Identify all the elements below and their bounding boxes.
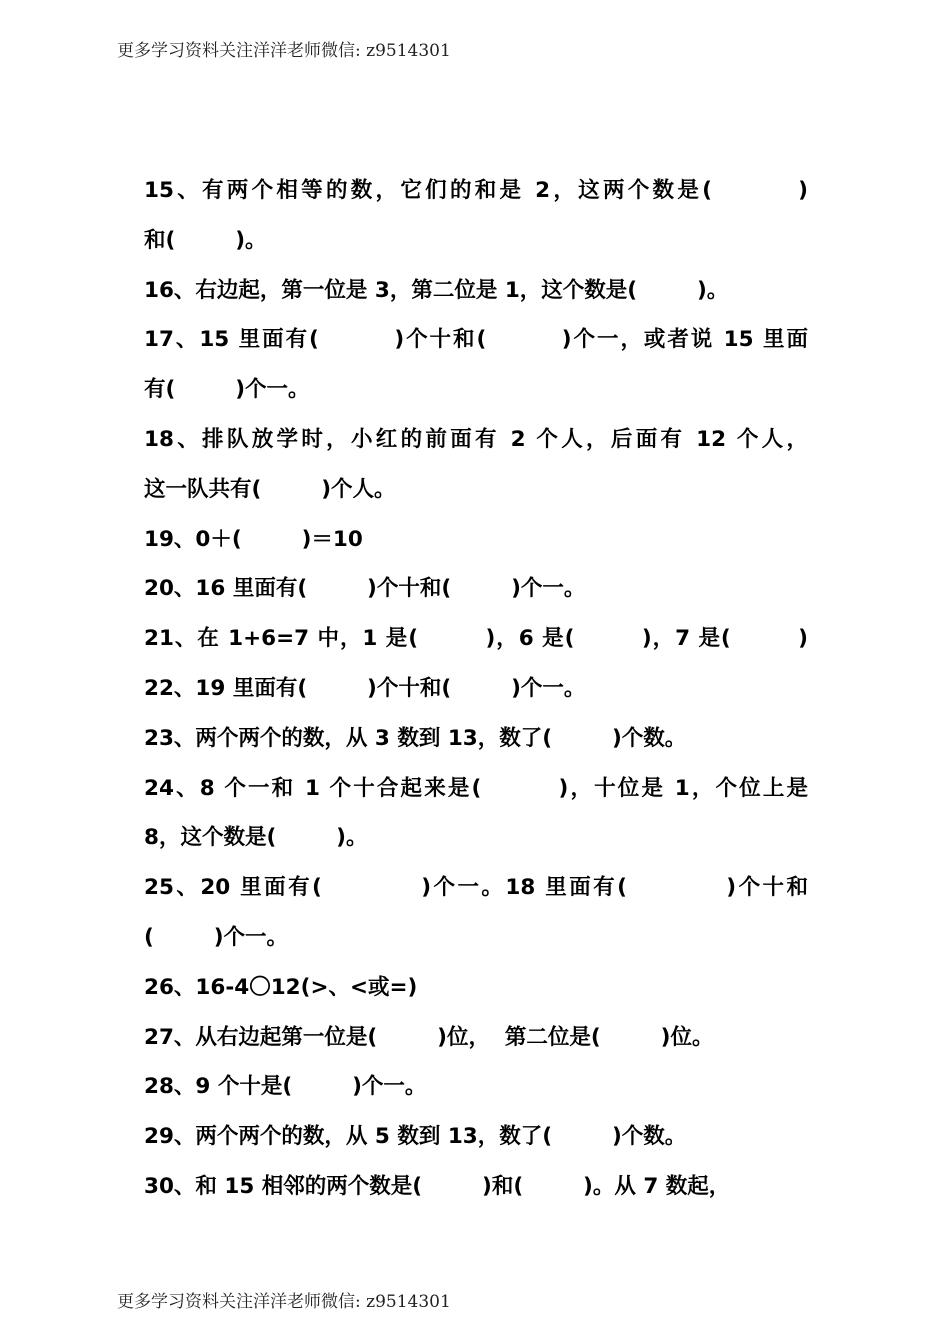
question-line: 24、8 个一和 1 个十合起来是( )，十位是 1，个位上是 xyxy=(144,775,808,801)
question-line: 15、有两个相等的数，它们的和是 2，这两个数是( ) xyxy=(144,178,808,203)
question-line: 30、和 15 相邻的两个数是( )和( )。从 7 数起， xyxy=(144,1173,731,1199)
question-line: 28、9 个十是( )个一。 xyxy=(144,1074,427,1100)
question-line: 这一队共有( )个人。 xyxy=(144,476,396,502)
question-line: 19、0＋( )＝10 xyxy=(144,526,363,552)
question-line: 20、16 里面有( )个十和( )个一。 xyxy=(144,576,586,602)
question-line: 17、15 里面有( )个十和( )个一，或者说 15 里面 xyxy=(144,327,808,353)
question-list xyxy=(144,170,808,1216)
question-line: 21、在 1+6=7 中，1 是( )，6 是( )，7 是( ) xyxy=(144,626,808,652)
question-line: 25、20 里面有( )个一。18 里面有( )个十和 xyxy=(144,875,808,901)
page-footer: 更多学习资料关注洋洋老师微信: z9514301 xyxy=(117,1292,451,1312)
question-line: 有( )个一。 xyxy=(144,377,310,403)
question-line: 23、两个两个的数，从 3 数到 13，数了( )个数。 xyxy=(144,725,687,751)
question-line: 26、16-4〇12(>、<或=) xyxy=(144,974,418,1000)
question-line: 和( )。 xyxy=(144,227,267,253)
question-line: ( )个一。 xyxy=(144,924,289,950)
question-line: 8，这个数是( )。 xyxy=(144,825,368,851)
question-line: 22、19 里面有( )个十和( )个一。 xyxy=(144,675,586,701)
question-line: 29、两个两个的数，从 5 数到 13，数了( )个数。 xyxy=(144,1124,687,1150)
question-line: 16、右边起，第一位是 3，第二位是 1，这个数是( )。 xyxy=(144,277,729,303)
question-line: 27、从右边起第一位是( )位， 第二位是( )位。 xyxy=(144,1024,714,1050)
question-line: 18、排队放学时，小红的前面有 2 个人，后面有 12 个人， xyxy=(144,426,808,452)
page-header: 更多学习资料关注洋洋老师微信: z9514301 xyxy=(117,41,451,61)
